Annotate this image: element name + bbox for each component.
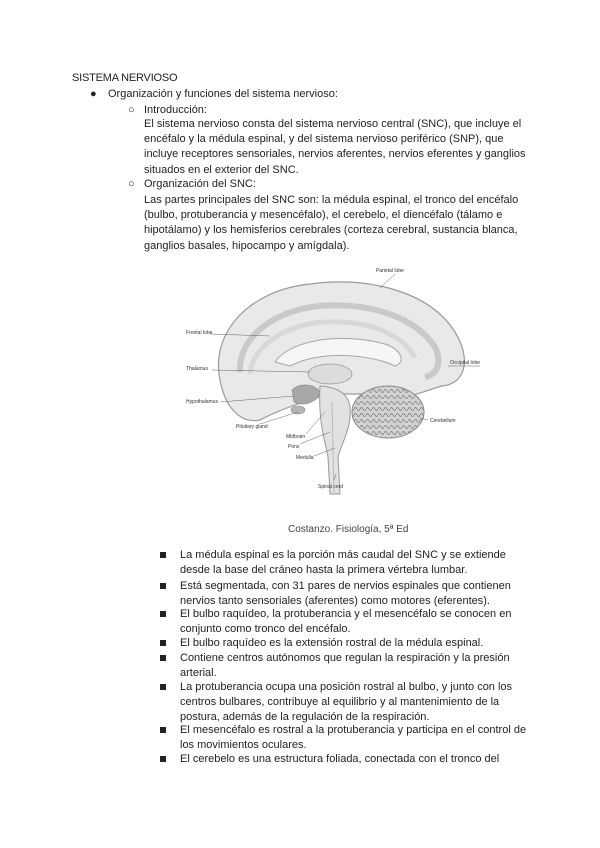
org-heading: Organización del SNC: [144,178,256,190]
label-frontal-lobe: Frontal lobe [186,330,213,336]
bullet-square-icon [160,756,166,762]
bullet-square-icon [160,727,166,733]
bullet-circle-icon: ○ [128,178,135,190]
doc-title: SISTEMA NERVIOSO [72,72,178,84]
list-item-text: Está segmentada, con 31 pares de nervios espinales que contienen nervios tanto sensoriales (aferentes) como motores (eferentes). [180,580,511,608]
list-item-text: Contiene centros autónomos que regulan la respiración y la presión arterial. [180,652,510,680]
list-item-text: La médula espinal es la porción más caudal del SNC y se extiende desde la base del cráneo hasta la primera vértebra lumbar. [180,549,506,577]
hypothalamus-shape [292,385,320,404]
label-midbrain: Midbrain [286,434,306,440]
bullet-square-icon [160,583,166,589]
org-paragraph: Las partes principales del SNC son: la médula espinal, el tronco del encéfalo (bulbo, protuberancia y mesencéfalo), el cerebelo, el diencéfalo (tálamo e hipotálamo) y los hemisferios cerebrales (corteza cerebral, sustancia blanca, ganglios basales, hipocampo y amígdala). [144,194,519,252]
label-medulla: Medulla [296,455,314,461]
label-occipital-lobe: Occipital lobe [450,360,481,366]
list-item-text: El bulbo raquídeo es la extensión rostral de la médula espinal. [180,637,484,649]
bullet-square-icon [160,640,166,646]
thalamus-shape [308,364,352,384]
bullet-square-icon [160,552,166,558]
list-item-text: La protuberancia ocupa una posición rostral al bulbo, y junto con los centros bulbares, contribuye al equilibrio y al mantenimiento de la postura, además de la regulación de la respiración. [180,681,513,724]
label-parietal-lobe: Parietal lobe [376,268,404,274]
bullet-circle-icon: ○ [128,104,135,116]
pituitary-shape [291,406,305,414]
bullet-square-icon [160,611,166,617]
label-cerebellum: Cerebellum [430,418,456,424]
figure-caption: Costanzo. Fisiología, 5ª Ed [288,524,409,535]
bullet-square-icon [160,684,166,690]
label-thalamus: Thalamus [186,366,208,372]
list-item-text: El mesencéfalo es rostral a la protuberancia y participa en el control de los movimientos oculares. [180,724,527,752]
label-hypothalamus: Hypothalamus [186,399,218,405]
bullet-dot-icon: ● [90,88,97,100]
brain-diagram [180,262,500,510]
list-item-text: El bulbo raquídeo, la protuberancia y el mesencéfalo se conocen en conjunto como tronco del encéfalo. [180,608,512,636]
intro-heading: Introducción: [144,104,207,116]
list-item-text: El cerebelo es una estructura foliada, conectada con el tronco del [180,753,500,765]
section-heading: Organización y funciones del sistema nervioso: [108,88,338,100]
bullet-square-icon [160,655,166,661]
intro-paragraph: El sistema nervioso consta del sistema nervioso central (SNC), que incluye el encéfalo y la médula espinal, y del sistema nervioso periférico (SNP), que incluye receptores sensoriales, nervios aferentes, nervios eferentes y ganglios situados en el exterior del SNC. [144,118,526,176]
label-spinal-cord: Spinal cord [318,484,344,490]
label-pituitary-gland: Pituitary gland [236,424,268,430]
cerebellum-shape [352,386,424,438]
label-pons: Pons [288,444,300,450]
